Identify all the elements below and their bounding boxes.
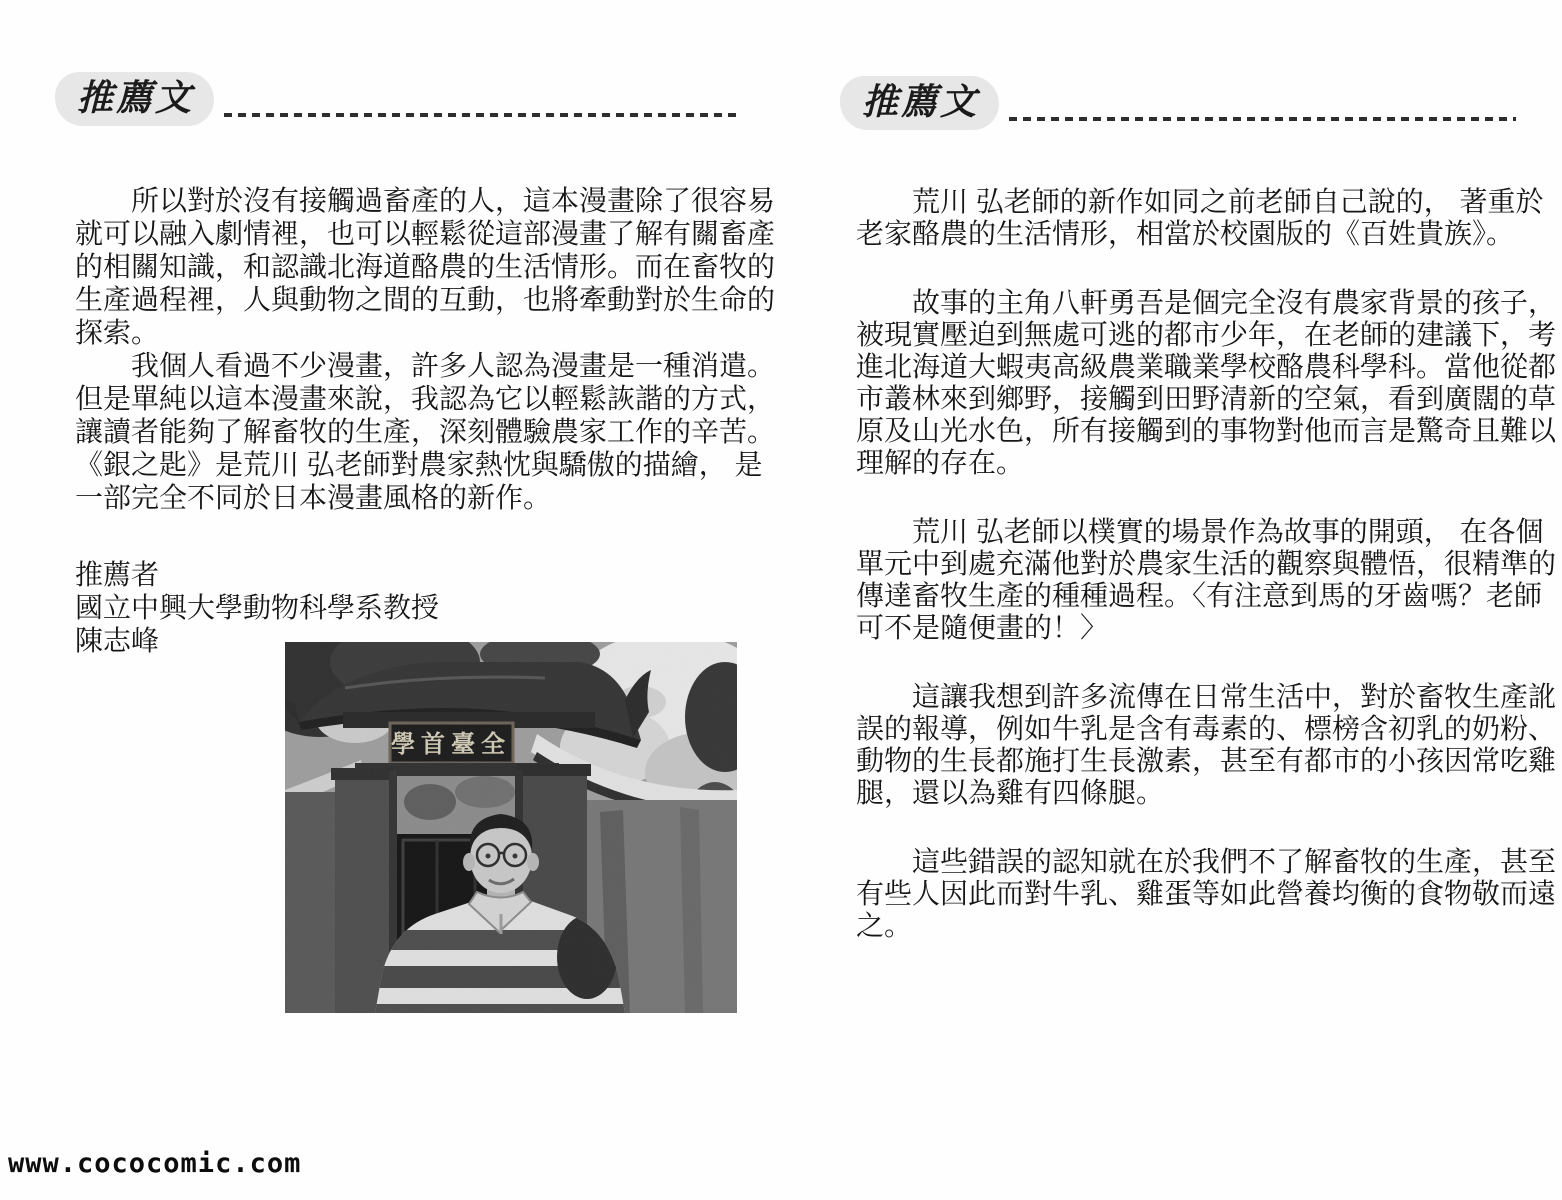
- text-line: 生產過程裡，人與動物之間的互動，也將牽動對於生命的: [75, 284, 776, 315]
- left-page-header: [55, 72, 739, 126]
- text-line: 這讓我想到許多流傳在日常生活中，對於畜牧生產訛: [856, 681, 1557, 712]
- text-line: 的相關知識，和認識北海道酪農的生活情形。而在畜牧的: [75, 251, 776, 282]
- text-line: 被現實壓迫到無處可逃的都市少年，在老師的建議下，考: [856, 319, 1557, 350]
- header-dashed-divider: [1009, 117, 1516, 121]
- recommender-photo: [285, 642, 737, 1013]
- page-title: 推薦文: [840, 76, 999, 130]
- header-dashed-divider: [224, 113, 739, 117]
- text-line: 理解的存在。: [856, 447, 1025, 478]
- text-line: 傳達畜牧生產的種種過程。〈有注意到馬的牙齒嗎？老師: [856, 580, 1543, 611]
- recommender-affiliation: 國立中興大學動物科學系教授: [75, 592, 440, 623]
- text-line: 荒川 弘老師以樸實的場景作為故事的開頭， 在各個: [856, 516, 1544, 547]
- text-line: 進北海道大蝦夷高級農業職業學校酪農科學科。當他從都: [856, 351, 1557, 382]
- text-line: 但是單純以這本漫畫來說，我認為它以輕鬆詼諧的方式，: [75, 383, 776, 414]
- text-line: 原及山光水色，所有接觸到的事物對他而言是驚奇且難以: [856, 415, 1557, 446]
- paragraph: [856, 681, 1557, 809]
- text-line: 荒川 弘老師的新作如同之前老師自己說的， 著重於: [856, 186, 1544, 217]
- text-line: 故事的主角八軒勇吾是個完全沒有農家背景的孩子，: [856, 287, 1557, 318]
- page-title: 推薦文: [55, 72, 214, 126]
- paragraph: [75, 349, 776, 514]
- right-page: [856, 186, 1557, 942]
- text-line: 動物的生長都施打生長激素，甚至有都市的小孩因常吃雞: [856, 745, 1557, 776]
- text-line: 市叢林來到鄉野，接觸到田野清新的空氣，看到廣闊的草: [856, 383, 1557, 414]
- recommender-name: 陳志峰: [75, 625, 160, 656]
- right-page-header: [840, 76, 1516, 130]
- recommender-label: 推薦者: [75, 559, 160, 590]
- left-page: [75, 184, 776, 657]
- site-watermark: www.cococomic.com: [8, 1148, 302, 1179]
- text-line: 誤的報導，例如牛乳是含有毒素的、標榜含初乳的奶粉、: [856, 713, 1557, 744]
- text-line: 《銀之匙》是荒川 弘老師對農家熱忱與驕傲的描繪， 是: [75, 449, 763, 480]
- text-line: 老家酪農的生活情形，相當於校園版的《百姓貴族》。: [856, 218, 1515, 249]
- paragraph: [856, 516, 1557, 644]
- text-line: 就可以融入劇情裡，也可以輕鬆從這部漫畫了解有關畜產: [75, 218, 776, 249]
- text-line: 這些錯誤的認知就在於我們不了解畜牧的生產，甚至: [856, 846, 1557, 877]
- text-line: 探索。: [75, 317, 160, 348]
- text-line: 所以對於沒有接觸過畜產的人，這本漫畫除了很容易: [75, 185, 776, 216]
- text-line: 有些人因此而對牛乳、雞蛋等如此營養均衡的食物敬而遠: [856, 878, 1557, 909]
- paragraph: [856, 846, 1557, 942]
- paragraph: [856, 186, 1544, 250]
- text-line: 一部完全不同於日本漫畫風格的新作。: [75, 482, 552, 513]
- plaque-text: 學首臺全: [391, 731, 511, 758]
- text-line: 腿，還以為雞有四條腿。: [856, 777, 1165, 808]
- text-line: 我個人看過不少漫畫，許多人認為漫畫是一種消遣。: [75, 350, 776, 381]
- text-line: 讓讀者能夠了解畜牧的生產，深刻體驗農家工作的辛苦。: [75, 416, 776, 447]
- paragraph: [75, 184, 776, 349]
- text-line: 之。: [856, 910, 913, 941]
- paragraph: [856, 287, 1557, 479]
- text-line: 可不是隨便畫的！〉: [856, 612, 1109, 643]
- text-line: 單元中到處充滿他對於農家生活的觀察與體悟，很精準的: [856, 548, 1557, 579]
